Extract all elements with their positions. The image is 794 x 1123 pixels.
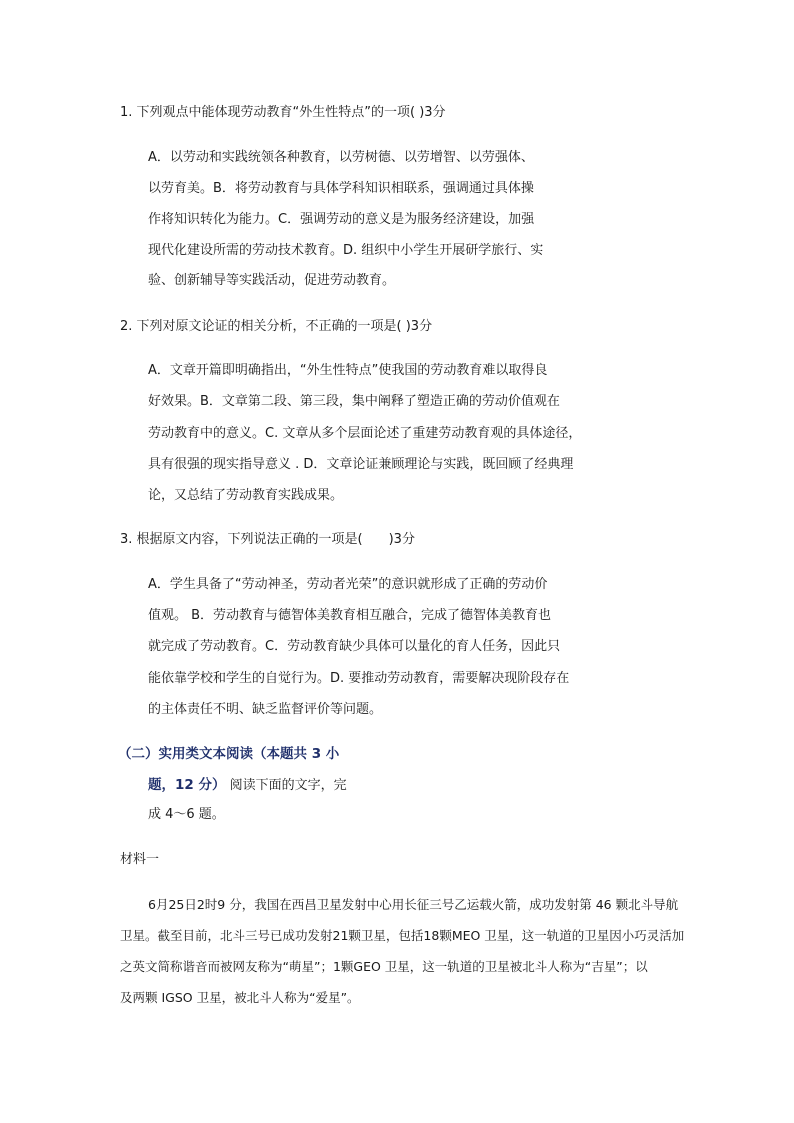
- section-heading-instruction: 阅读下面的文字，完: [225, 778, 347, 793]
- material-paragraph-line: 及两颗 IGSO 卫星，被北斗人称为“爱星”。: [120, 990, 360, 1005]
- section-heading-line-2: [148, 776, 347, 795]
- material-paragraph-line: 之英文简称谐音而被网友称为“萌星”；1颗GEO 卫星，这一轨道的卫星被北斗人称为“吉星”；以: [120, 959, 648, 974]
- question-1-option-line: 验、创新辅导等实践活动，促进劳动教育。: [148, 273, 396, 288]
- question-2-option-line: A．文章开篇即明确指出，“外生性特点”使我国的劳动教育难以取得良: [148, 363, 548, 378]
- question-2-option-line: 好效果。B．文章第二段、第三段，集中阐释了塑造正确的劳动价值观在: [148, 394, 560, 409]
- question-1-option-line: 作将知识转化为能力。C．强调劳动的意义是为服务经济建设，加强: [148, 212, 535, 227]
- question-1-stem: 1. 下列观点中能体现劳动教育“外生性特点”的一项( )3分: [120, 105, 446, 120]
- question-3-option-line: 值观。 B．劳动教育与德智体美教育相互融合，完成了德智体美教育也: [148, 608, 552, 623]
- question-3-option-line: 的主体责任不明、缺乏监督评价等问题。: [148, 702, 383, 717]
- material-label: 材料一: [120, 852, 160, 867]
- question-2-option-line: 具有很强的现实指导意义 . D．文章论证兼顾理论与实践，既回顾了经典理: [148, 457, 574, 472]
- question-2-option-line: 论，又总结了劳动教育实践成果。: [148, 488, 344, 503]
- question-1-option-line: 以劳育美。B．将劳动教育与具体学科知识相联系，强调通过具体操: [148, 181, 534, 196]
- question-3-option-line: 就完成了劳动教育。C．劳动教育缺少具体可以量化的育人任务，因此只: [148, 639, 561, 654]
- section-heading-points: 题，12 分）: [148, 777, 226, 793]
- material-paragraph-line: 6月25日2时9 分，我国在西昌卫星发射中心用长征三号乙运载火箭，成功发射第 46 颗北斗导航: [148, 897, 679, 912]
- section-heading: （二）实用类文本阅读（本题共 3 小: [118, 746, 340, 762]
- question-2-option-line: 劳动教育中的意义。C. 文章从多个层面论述了重建劳动教育观的具体途径，: [148, 426, 582, 441]
- question-3-option-line: 能依靠学校和学生的自觉行为。D. 要推动劳动教育，需要解决现阶段存在: [148, 671, 570, 686]
- question-3-stem: 3. 根据原文内容，下列说法正确的一项是( )3分: [120, 532, 415, 547]
- question-2-stem: 2. 下列对原文论证的相关分析，不正确的一项是( )3分: [120, 319, 433, 334]
- material-paragraph-line: 卫星。截至目前，北斗三号已成功发射21颗卫星，包括18颗MEO 卫星，这一轨道的卫星因小巧灵活加: [120, 928, 685, 943]
- question-1-option-line: 现代化建设所需的劳动技术教育。D. 组织中小学生开展研学旅行、实: [148, 243, 544, 258]
- question-1-option-line: A．以劳动和实践统领各种教育，以劳树德、以劳增智、以劳强体、: [148, 150, 534, 165]
- section-heading-line-3: 成 4～6 题。: [148, 807, 225, 822]
- question-3-option-line: A．学生具备了“劳动神圣，劳动者光荣”的意识就形成了正确的劳动价: [148, 577, 548, 592]
